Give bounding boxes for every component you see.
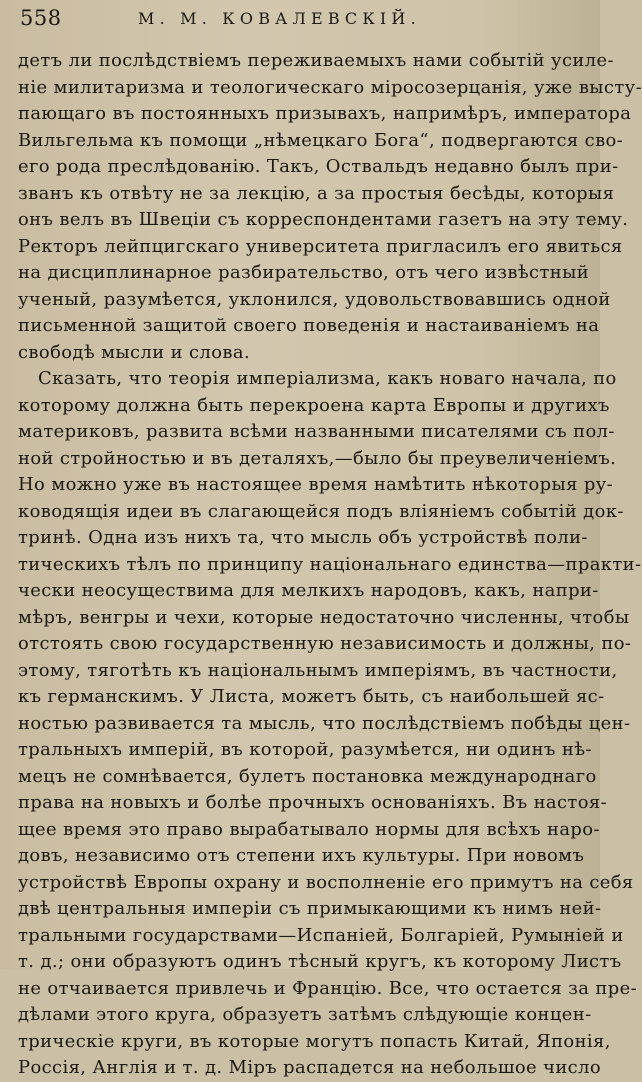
text-line: пающаго въ постоянныхъ призывахъ, напримѣръ, императора [18,103,632,124]
text-line: Сказать, что теорія имперіализма, какъ новаго начала, по [38,368,617,389]
paragraph-1 [18,48,642,366]
text-line: онъ велъ въ Швеціи съ корреспондентами газетъ на эту тему. [18,209,629,230]
text-line: Ректоръ лейпцигскаго университета пригласилъ его явиться [18,235,623,257]
text-line: ностью развивается та мысль, что послѣдствіемъ побѣды цен- [18,712,631,734]
text-line: тральныхъ имперій, въ которой, разумѣется, ни одинъ нѣ- [18,739,592,760]
text-line: его рода преслѣдованію. Такъ, Оствальдъ недавно былъ при- [18,156,619,177]
text-line: тическихъ тѣлъ по принципу національнаго единства—практи- [18,553,642,575]
running-head: М. М. КОВАЛЕВСКІЙ. [138,9,421,28]
text-line: къ германскимъ. У Листа, можетъ быть, съ наибольшей яс- [18,686,605,707]
text-line: двѣ центральныя имперіи съ примыкающими къ нимъ ней- [18,898,602,919]
text-line: письменной защитой своего поведенія и настаиваніемъ на [18,315,600,336]
text-line: мѣръ, венгры и чехи, которые недостаточно численны, чтобы [18,606,630,628]
page-number: 558 [20,6,62,30]
text-line: трическіе круги, въ которые могутъ попасть Китай, Японія, [18,1030,611,1052]
text-line: мецъ не сомнѣвается, булетъ постановка международнаго [18,765,597,787]
text-line: устройствѣ Европы охрану и восполненіе его примутъ на себя [18,871,634,893]
text-line: детъ ли послѣдствіемъ переживаемыхъ нами событій усиле- [18,50,614,71]
text-line: не отчаивается привлечь и Францію. Все, что остается за пре- [18,977,638,999]
text-line: на дисциплинарное разбирательство, отъ чего извѣстный [18,262,590,283]
text-line: свободѣ мысли и слова. [18,341,251,363]
text-line: дѣлами этого круга, образуетъ затѣмъ слѣдующіе концен- [18,1004,592,1025]
text-line: этому, тяготѣть къ національнымъ имперіямъ, въ частности, [18,659,618,681]
page-header [20,6,580,36]
paragraph-2 [18,366,642,1082]
text-line: Но можно уже въ настоящее время намѣтить нѣкоторыя ру- [18,474,614,495]
text-line: довъ, независимо отъ степени ихъ культуры. При новомъ [18,845,585,866]
text-line: Вильгельма къ помощи „нѣмецкаго Бога“, подвергаются сво- [18,129,624,151]
text-line: тральными государствами—Испаніей, Болгаріей, Румыніей и [18,924,624,946]
text-line: ніе милитаризма и теологическаго міросозерцанія, уже высту- [18,76,642,98]
text-line: ководящія идеи въ слагающейся подъ вліяніемъ событій док- [18,500,624,522]
text-line: права на новыхъ и болѣе прочныхъ основаніяхъ. Въ настоя- [18,792,608,813]
text-line: материковъ, развита всѣми названными писателями съ пол- [18,421,615,442]
text-line: Россія, Англія и т. д. Міръ распадется на небольшое число [18,1057,602,1078]
text-line: тринѣ. Одна изъ нихъ та, что мысль объ устройствѣ поли- [18,527,588,548]
text-line: т. д.; они образуютъ одинъ тѣсный кругъ, къ которому Листъ [18,951,622,972]
text-line: ученый, разумѣется, уклонился, удовольствовавшись одной [18,288,611,310]
body-text [18,48,642,1082]
text-line: щее время это право вырабатывало нормы для всѣхъ наро- [18,818,600,840]
text-line: отстоять свою государственную независимость и должны, по- [18,633,632,654]
text-line: званъ къ отвѣту не за лекцію, а за простыя бесѣды, которыя [18,182,615,204]
text-line: чески неосуществима для мелкихъ народовъ, какъ, напри- [18,580,599,601]
text-line: которому должна быть перекроена карта Европы и другихъ [18,394,610,416]
text-line: ной стройностью и въ деталяхъ,—было бы преувеличеніемъ. [18,447,617,469]
